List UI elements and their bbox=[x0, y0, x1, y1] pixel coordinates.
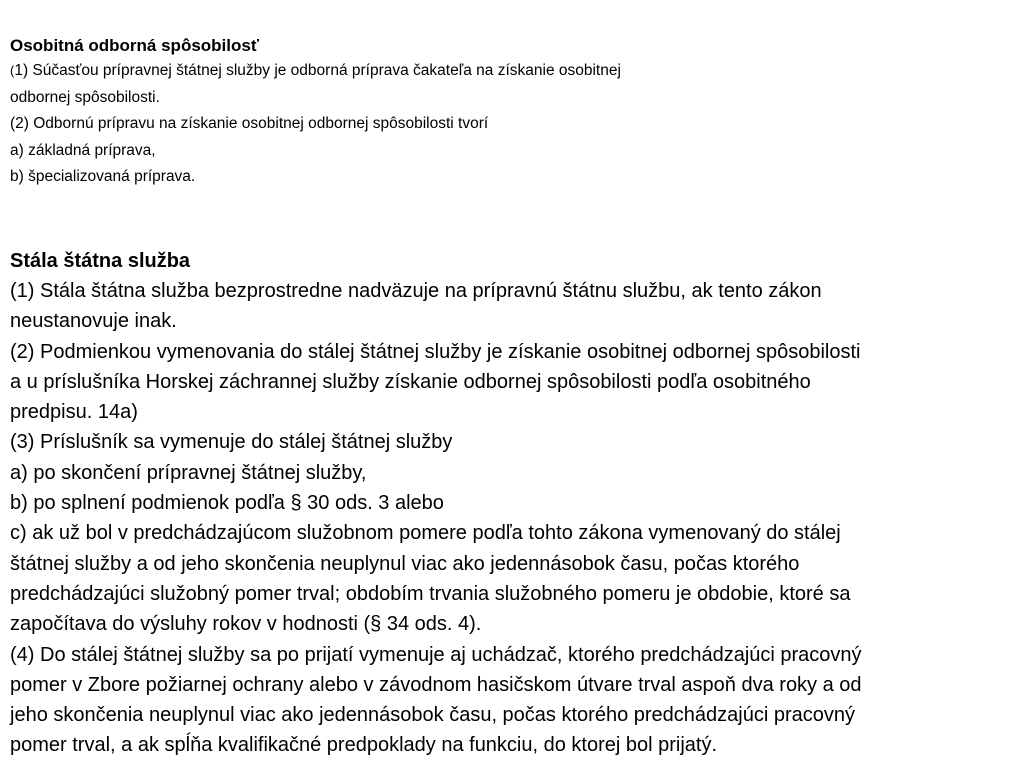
section-2-line: štátnej služby a od jeho skončenia neuplynul viac ako jedennásobok času, počas ktorého bbox=[10, 552, 800, 575]
section-2-line: (1) Stála štátna služba bezprostredne nadväzuje na prípravnú štátnu službu, ak tento zákon bbox=[10, 280, 822, 302]
section-1-item-b: b) špecializovaná príprava. bbox=[10, 168, 196, 185]
paragraph-1-text: 1) Súčasťou prípravnej štátnej služby je odborná príprava čakateľa na získanie osobitnej bbox=[14, 62, 621, 79]
section-2-line: pomer v Zbore požiarnej ochrany alebo v závodnom hasičskom útvare trval aspoň dva roky a od bbox=[10, 673, 862, 696]
section-2-line: (2) Podmienkou vymenovania do stálej štátnej služby je získanie osobitnej odbornej spôsobilosti bbox=[10, 340, 861, 363]
section-2-heading: Stála štátna služba bbox=[10, 250, 191, 272]
section-2-line: pomer trval, a ak spĺňa kvalifikačné predpoklady na funkciu, do ktorej bol prijatý. bbox=[10, 734, 718, 757]
section-2-line: neustanovuje inak. bbox=[10, 310, 177, 333]
section-2-line: započítava do výsluhy rokov v hodnosti (§ 34 ods. 4). bbox=[10, 613, 482, 636]
section-1-paragraph-1 bbox=[10, 58, 1010, 85]
section-2-line: (4) Do stálej štátnej služby sa po prijatí vymenuje aj uchádzač, ktorého predchádzajúci pracovný bbox=[10, 643, 862, 666]
section-2-line: c) ak už bol v predchádzajúcom služobnom pomere podľa tohto zákona vymenovaný do stálej bbox=[10, 522, 841, 545]
section-osobitna-spolobilost bbox=[10, 34, 1010, 191]
section-2-line: (3) Príslušník sa vymenuje do stálej štátnej služby bbox=[10, 431, 453, 454]
section-1-paragraph-2: (2) Odbornú prípravu na získanie osobitnej odbornej spôsobilosti tvorí bbox=[10, 115, 489, 132]
section-2-line: predchádzajúci služobný pomer trval; obdobím trvania služobného pomeru je obdobie, ktoré sa bbox=[10, 582, 851, 605]
section-1-item-a: a) základná príprava, bbox=[10, 141, 156, 159]
section-1-paragraph-1-cont: odbornej spôsobilosti. bbox=[10, 88, 160, 106]
paragraph-1-open-paren: ( bbox=[10, 63, 15, 78]
section-2-line: b) po splnení podmienok podľa § 30 ods. 3 alebo bbox=[10, 492, 444, 515]
section-2-line: a) po skončení prípravnej štátnej služby, bbox=[10, 461, 367, 484]
section-2-line: jeho skončenia neuplynul viac ako jedennásobok času, počas ktorého predchádzajúci pracovný bbox=[10, 704, 855, 727]
section-2-line: a u príslušníka Horskej záchrannej služby získanie odbornej spôsobilosti podľa osobitného bbox=[10, 370, 811, 393]
section-2-line: predpisu. 14a) bbox=[10, 401, 138, 424]
section-1-heading: Osobitná odborná spôsobilosť bbox=[10, 36, 259, 55]
section-stala-statna-sluzba bbox=[10, 246, 1014, 761]
